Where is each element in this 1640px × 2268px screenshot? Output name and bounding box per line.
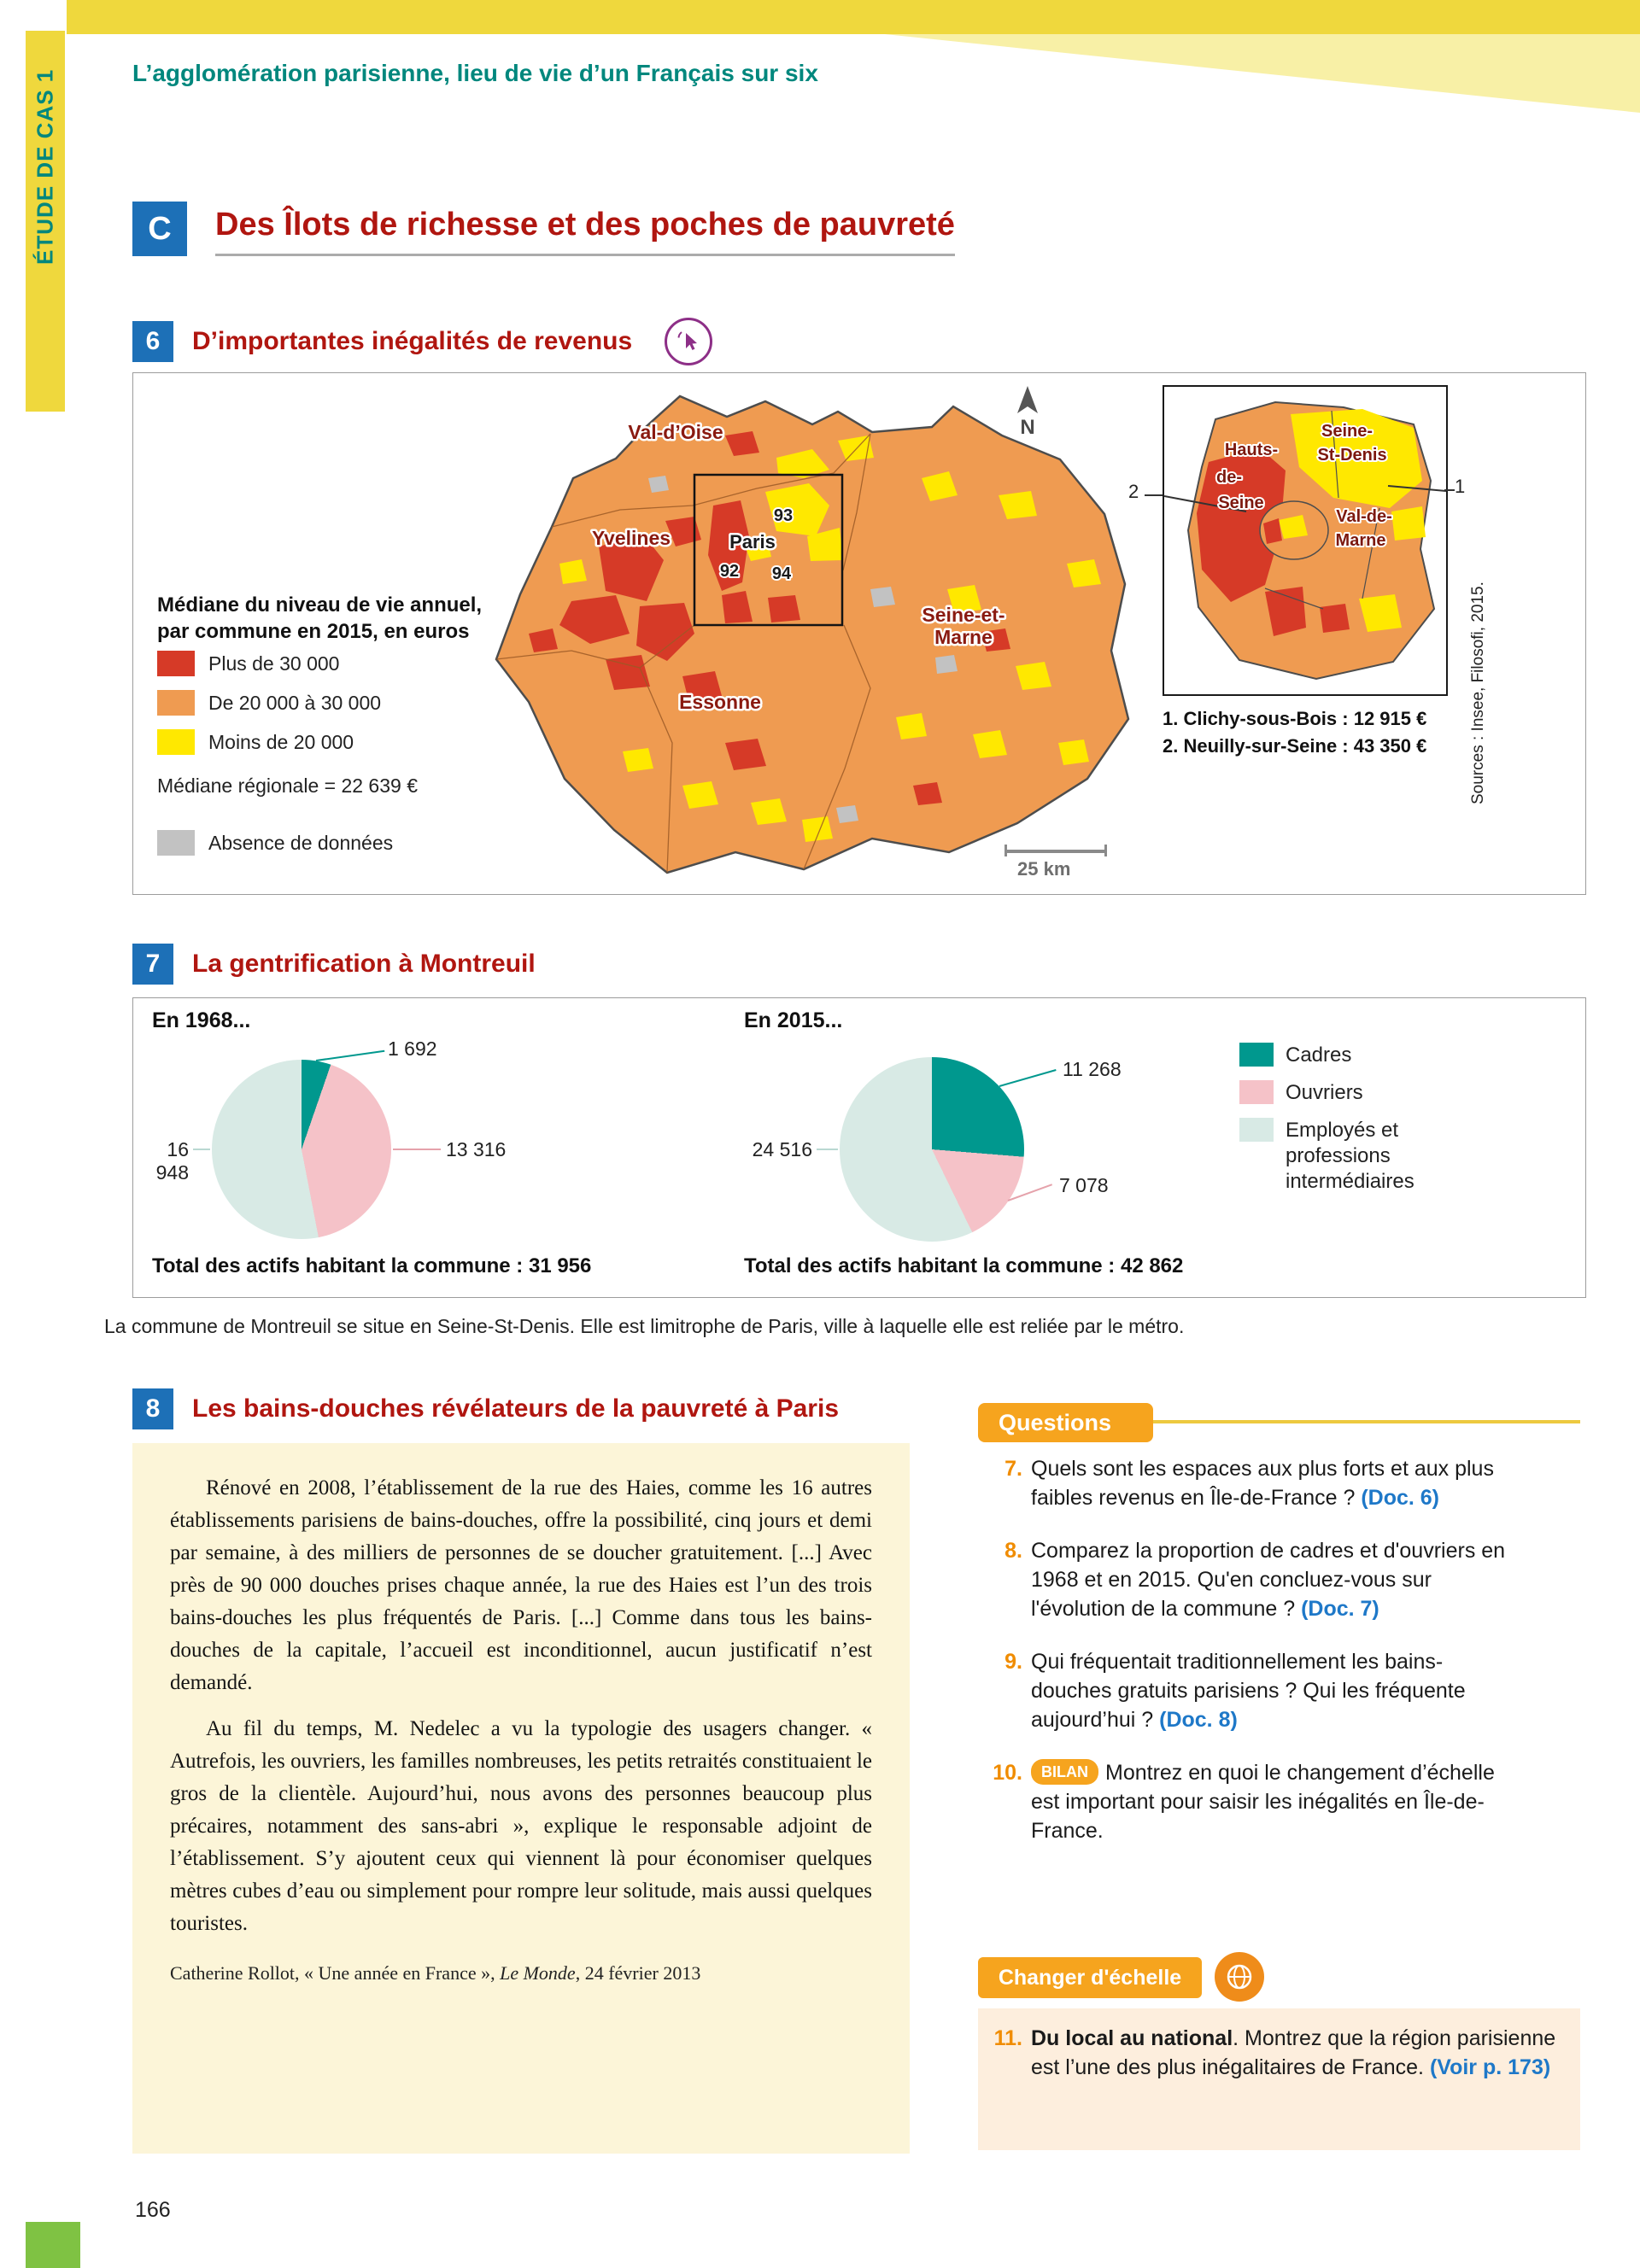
pie-2015-title: En 2015... bbox=[744, 1008, 843, 1032]
question-9-text: Qui fréquentait traditionnellement les bains-douches gratuits parisiens ? Qui les fréquente aujourd’hui ? (Doc. 8) bbox=[1031, 1650, 1466, 1732]
value-1968-cadres: 1 692 bbox=[388, 1038, 437, 1060]
value-2015-cadres: 11 268 bbox=[1063, 1058, 1122, 1080]
north-label: N bbox=[1020, 416, 1035, 439]
footer-green-square bbox=[26, 2222, 80, 2268]
question-11-text: Du local au national. Montrez que la région parisienne est l’une des plus inégalitaires de France. (Voir p. 173) bbox=[1031, 2026, 1556, 2079]
top-gold-band bbox=[67, 0, 1640, 34]
scale-bar bbox=[1004, 850, 1107, 853]
map-legend-title bbox=[157, 592, 482, 645]
legend-swatch-employes bbox=[1239, 1118, 1274, 1142]
total-1968: Total des actifs habitant la commune : 31 956 bbox=[152, 1254, 592, 1277]
doc7-header bbox=[132, 944, 536, 985]
questions-header bbox=[978, 1403, 1153, 1442]
legend-label-ouvriers: Ouvriers bbox=[1286, 1081, 1363, 1104]
pie-legend-cadres bbox=[1239, 1043, 1465, 1068]
pie-chart-2015 bbox=[840, 1057, 1024, 1242]
legend-item-high bbox=[157, 651, 339, 676]
legend-label-employes: Employés et professions intermédiaires bbox=[1286, 1119, 1414, 1193]
north-arrow bbox=[1017, 386, 1038, 439]
question-10-number: 10. bbox=[993, 1761, 1022, 1785]
chapter-title: L’agglomération parisienne, lieu de vie d’un Français sur six bbox=[132, 60, 818, 86]
doc8-paragraph-1: Rénové en 2008, l’établissement de la rue des Haies, comme les 16 autres établissements parisiens de bains-douches, offre la possibilité, cinq jours et demi par semaine, à des milliers de personnes de se doucher gratuitement. [...] Avec près de 90 000 douches prises chaque année, la rue des Haies est l’un des trois bains-douches les plus fréquentés de Paris. [...] Comme dans tous les bains-douches de la capitale, l’accueil est inconditionnel, aucun justificatif n’est demandé. bbox=[170, 1476, 872, 1694]
doc8-title: Les bains-douches révélateurs de la pauvreté à Paris bbox=[192, 1394, 840, 1423]
hand-cursor-icon bbox=[675, 328, 702, 355]
label-92: 92 bbox=[719, 562, 740, 581]
total-2015: Total des actifs habitant la commune : 42 862 bbox=[744, 1254, 1184, 1277]
leader-1968-employes bbox=[193, 1149, 210, 1150]
legend-swatch-cadres bbox=[1239, 1043, 1274, 1067]
pie-legend bbox=[1239, 1043, 1465, 1207]
leader-2015-employes bbox=[817, 1149, 838, 1150]
label-seine: Seine bbox=[1218, 494, 1264, 512]
label-val-doise: Val-d’Oise bbox=[628, 421, 723, 443]
doc7-title: La gentrification à Montreuil bbox=[192, 950, 536, 978]
question-9 bbox=[992, 1647, 1521, 1734]
attribution-date: , 24 février 2013 bbox=[575, 1962, 701, 1984]
legend-swatch-ouvriers bbox=[1239, 1080, 1274, 1104]
label-seine-st-denis-1: Seine- bbox=[1321, 422, 1374, 441]
pie-chart-1968 bbox=[212, 1060, 391, 1239]
marker-1-leader bbox=[1444, 489, 1455, 491]
question-11-number: 11. bbox=[993, 2026, 1022, 2050]
question-7 bbox=[992, 1454, 1521, 1512]
inset-map bbox=[1163, 385, 1448, 696]
label-seine-et-marne-2: Marne bbox=[934, 626, 993, 648]
change-scale-banner: Changer d'échelle bbox=[978, 1957, 1202, 1998]
question-7-number: 7. bbox=[1004, 1457, 1022, 1481]
pie-legend-employes bbox=[1239, 1118, 1465, 1195]
doc8-text-box bbox=[132, 1443, 910, 2154]
map-source: Sources : Insee, Filosofi, 2015. bbox=[1469, 582, 1487, 804]
leader-1968-ouvriers bbox=[393, 1149, 441, 1150]
value-2015-employes: 24 516 bbox=[752, 1138, 812, 1160]
globe-icon bbox=[1215, 1952, 1264, 2002]
map-legend-title-line2: par commune en 2015, en euros bbox=[157, 620, 470, 644]
label-hauts: Hauts- bbox=[1224, 441, 1279, 459]
legend-swatch-gray bbox=[157, 830, 195, 856]
doc8-attribution bbox=[170, 1962, 872, 1984]
legend-swatch-orange bbox=[157, 690, 195, 716]
legend-item-mid bbox=[157, 690, 381, 716]
callout-neuilly: 2. Neuilly-sur-Seine : 43 350 € bbox=[1163, 735, 1427, 757]
label-de: de- bbox=[1216, 468, 1242, 487]
marker-2: 2 bbox=[1128, 481, 1139, 502]
leader-2015-cadres bbox=[999, 1069, 1057, 1087]
questions-header-label: Questions bbox=[999, 1409, 1112, 1435]
legend-swatch-yellow bbox=[157, 729, 195, 755]
label-yvelines: Yvelines bbox=[591, 527, 671, 549]
pie-legend-ouvriers bbox=[1239, 1080, 1465, 1106]
doc8-ref-link[interactable]: (Doc. 8) bbox=[1159, 1708, 1238, 1732]
marker-1: 1 bbox=[1455, 476, 1466, 497]
questions-panel bbox=[978, 1403, 1580, 1949]
question-11 bbox=[978, 2008, 1580, 2082]
idf-map bbox=[471, 377, 1145, 890]
attribution-source: Le Monde bbox=[500, 1962, 576, 1984]
doc6-number-badge: 6 bbox=[132, 321, 173, 362]
doc7-number-badge: 7 bbox=[132, 944, 173, 985]
question-9-number: 9. bbox=[1004, 1650, 1022, 1674]
label-94: 94 bbox=[771, 564, 792, 583]
doc7-caption: La commune de Montreuil se situe en Seine-St-Denis. Elle est limitrophe de Paris, ville à laquelle elle est reliée par le métro. bbox=[104, 1315, 1185, 1337]
question-8-text: Comparez la proportion de cadres et d'ouvriers en 1968 et en 2015. Qu'en concluez-vous sur l'évolution de la commune ? (Doc. 7) bbox=[1031, 1539, 1506, 1621]
label-seine-st-denis-2: St-Denis bbox=[1317, 446, 1387, 465]
page-ref-link[interactable]: (Voir p. 173) bbox=[1429, 2055, 1551, 2079]
interactive-resource-icon[interactable] bbox=[665, 318, 712, 365]
doc7-figure bbox=[132, 997, 1586, 1298]
label-essonne: Essonne bbox=[679, 691, 761, 713]
value-2015-ouvriers: 7 078 bbox=[1059, 1174, 1109, 1196]
legend-label: Plus de 30 000 bbox=[208, 652, 340, 675]
label-paris: Paris bbox=[729, 531, 776, 552]
scale-label: 25 km bbox=[1017, 858, 1071, 880]
value-1968-ouvriers: 13 316 bbox=[446, 1138, 507, 1160]
bilan-badge: BILAN bbox=[1031, 1759, 1098, 1785]
leader-1968-cadres bbox=[316, 1050, 384, 1061]
question-8-number: 8. bbox=[1004, 1539, 1022, 1563]
legend-label: De 20 000 à 30 000 bbox=[208, 691, 382, 714]
question-7-text: Quels sont les espaces aux plus forts et aux plus faibles revenus en Île-de-France ? (Doc. 6) bbox=[1031, 1457, 1494, 1510]
doc8-header bbox=[132, 1388, 839, 1429]
question-10 bbox=[992, 1758, 1521, 1845]
label-93: 93 bbox=[773, 506, 794, 525]
question-11-panel bbox=[978, 2008, 1580, 2150]
value-1968-employes: 16 948 bbox=[155, 1138, 189, 1184]
section-title: Des Îlots de richesse et des poches de pauvreté bbox=[215, 207, 955, 256]
legend-label: Moins de 20 000 bbox=[208, 730, 354, 753]
scale-tick-left bbox=[1004, 845, 1007, 856]
case-study-label: ÉTUDE DE CAS 1 bbox=[32, 68, 58, 265]
scale-tick-right bbox=[1104, 845, 1107, 856]
legend-swatch-red bbox=[157, 651, 195, 676]
marker-2-leader bbox=[1145, 494, 1163, 496]
label-val-de-marne-1: Val-de- bbox=[1336, 507, 1392, 526]
doc8-number-badge: 8 bbox=[132, 1388, 173, 1429]
section-letter-badge: C bbox=[132, 202, 187, 256]
doc6-title: D’importantes inégalités de revenus bbox=[192, 327, 633, 355]
legend-item-nodata bbox=[157, 830, 393, 856]
page-number: 166 bbox=[135, 2198, 171, 2222]
doc6-figure bbox=[132, 372, 1586, 895]
question-10-text: BILAN Montrez en quoi le changement d’échelle est important pour saisir les inégalités en Île-de-France. bbox=[1031, 1761, 1495, 1843]
questions-list bbox=[992, 1454, 1521, 1869]
label-seine-et-marne-1: Seine-et- bbox=[922, 604, 1005, 626]
doc8-paragraph-2: Au fil du temps, M. Nedelec a vu la typologie des usagers changer. « Autrefois, les ouvriers, les familles nombreuses, les petits retraités constituaient le gros de la clientèle. Aujourd’hui, nous avons des personnes beaucoup plus précaires, notamment des sans-abri », explique le responsable adjoint de l’établissement. S’y ajoutent ceux qui viennent là pour économiser quelques mètres cubes d’eau ou simplement pour rompre leur solitude, mais aussi quelques touristes. bbox=[170, 1717, 872, 1935]
legend-label: Absence de données bbox=[208, 831, 394, 854]
questions-header-rule bbox=[1153, 1420, 1580, 1423]
doc6-ref-link[interactable]: (Doc. 6) bbox=[1361, 1486, 1440, 1510]
median-note: Médiane régionale = 22 639 € bbox=[157, 775, 418, 797]
question-8 bbox=[992, 1536, 1521, 1623]
callout-clichy: 1. Clichy-sous-Bois : 12 915 € bbox=[1163, 708, 1427, 729]
label-val-de-marne-2: Marne bbox=[1335, 531, 1386, 550]
doc7-ref-link[interactable]: (Doc. 7) bbox=[1301, 1597, 1379, 1621]
attribution-author: Catherine Rollot, « Une année en France », bbox=[170, 1962, 501, 1984]
map-legend-title-line1: Médiane du niveau de vie annuel, bbox=[157, 593, 483, 617]
doc6-header bbox=[132, 318, 712, 365]
legend-item-low bbox=[157, 729, 354, 755]
legend-label-cadres: Cadres bbox=[1286, 1043, 1352, 1067]
pie-1968-title: En 1968... bbox=[152, 1008, 251, 1032]
